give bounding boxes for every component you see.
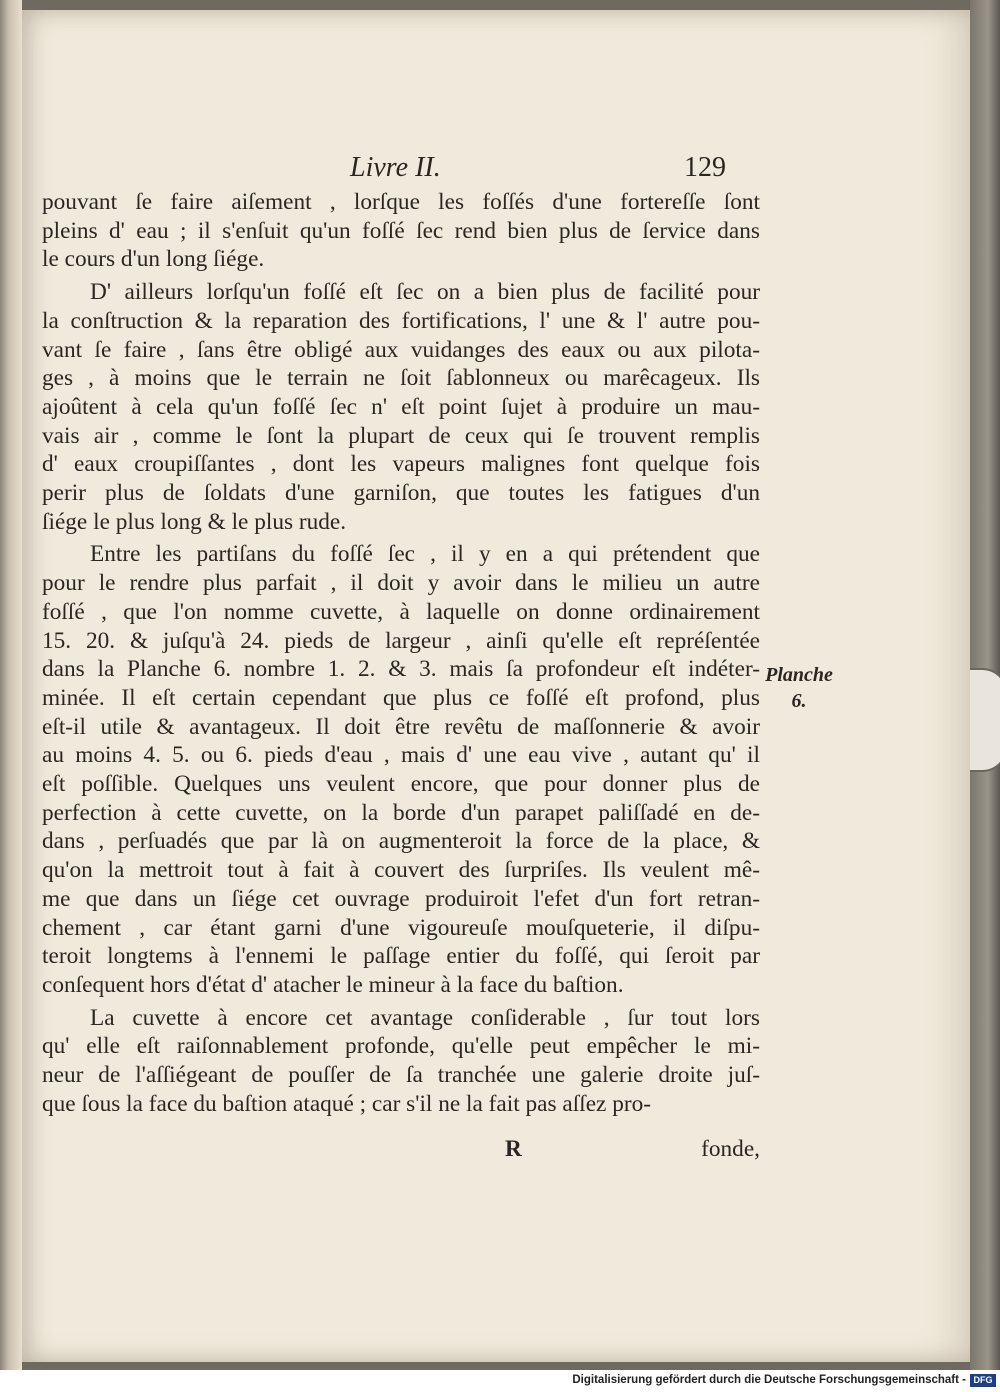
digitization-footer <box>0 1370 1000 1392</box>
text-line: perir plus de ſoldats d'une garniſon, que toutes les fatigues d'un <box>42 480 760 507</box>
text-line: chement , car étant garni d'une vigoureuſe mouſqueterie, il diſpu- <box>42 914 760 941</box>
margin-note-number: 6. <box>791 690 807 712</box>
paragraph <box>42 1004 760 1119</box>
body-text <box>42 188 760 1119</box>
text-line: me que dans un ſiége cet ouvrage produiroit l'efet d'un fort retran- <box>42 885 760 912</box>
text-line: perfection à cette cuvette, on la borde d'un parapet paliſſadé en de- <box>42 799 760 826</box>
signature-mark: R <box>505 1136 522 1162</box>
text-line: teroit longtems à l'ennemi le paſſage entier du foſſé, qui ſeroit par <box>42 943 760 970</box>
text-line: d' eaux croupiſſantes , dont les vapeurs malignes font quelque fois <box>42 451 760 478</box>
text-line: Entre les partiſans du foſſé ſec , il y en a qui prétendent que <box>90 541 760 568</box>
margin-note <box>764 662 834 714</box>
text-line: au moins 4. 5. ou 6. pieds d'eau , mais d' une eau vive , autant qu' il <box>42 742 760 769</box>
left-page-edge <box>0 0 22 1370</box>
margin-note-word: Planche <box>765 664 833 686</box>
text-line: que ſous la face du baſtion ataqué ; car s'il ne la fait pas aſſez pro- <box>42 1090 652 1117</box>
text-line: foſſé , que l'on nomme cuvette, à laquelle on donne ordinairement <box>42 598 760 625</box>
text-line: dans la Planche 6. nombre 1. 2. & 3. mais ſa profondeur eſt indéter- <box>42 656 760 683</box>
text-line: vais air , comme le ſont la plupart de ceux qui ſe trouvent remplis <box>42 422 760 449</box>
paragraph <box>42 188 760 274</box>
page-header <box>22 150 970 190</box>
catchword: fonde, <box>701 1136 760 1162</box>
funding-credit: Digitalisierung gefördert durch die Deutsche Forschungsgemeinschaft - <box>572 1374 966 1386</box>
text-line: dans , perſuadés que par là on augmenteroit la force de la place, & <box>42 828 760 855</box>
text-line: vant ſe faire , ſans être obligé aux vuidanges des eaux ou aux pilota- <box>42 336 760 363</box>
running-title: Livre II. <box>350 152 441 183</box>
paragraph <box>42 278 760 536</box>
text-line: La cuvette à encore cet avantage conſiderable , ſur tout lors <box>90 1004 760 1031</box>
page-foot <box>42 1134 760 1166</box>
dfg-logo: DFG <box>970 1374 996 1387</box>
text-line: ges , à moins que le terrain ne ſoit ſablonneux ou marêcageux. Ils <box>42 365 760 392</box>
text-line: eſt poſſible. Quelques uns veulent encore, que pour donner plus de <box>42 771 760 798</box>
book-page <box>22 10 970 1362</box>
text-line: le cours d'un long ſiége. <box>42 246 265 273</box>
text-line: ſiége le plus long & le plus rude. <box>42 508 347 535</box>
paragraph <box>42 540 760 999</box>
text-line: eſt-il utile & avantageux. Il doit être revêtu de maſſonnerie & avoir <box>42 713 760 740</box>
text-line: qu'on la mettroit tout à fait à couvert des ſurpriſes. Ils veulent mê- <box>42 857 760 884</box>
text-line: pour le rendre plus parfait , il doit y avoir dans le milieu un autre <box>42 570 760 597</box>
page-number: 129 <box>684 152 726 183</box>
text-line: minée. Il eſt certain cependant que plus ce foſſé eſt profond, plus <box>42 684 760 711</box>
text-line: conſequent hors d'état d' atacher le mineur à la face du baſtion. <box>42 971 624 998</box>
text-line: qu' elle eſt raiſonnablement profonde, qu'elle peut empêcher le mi- <box>42 1033 760 1060</box>
text-line: ajoûtent à cela qu'un foſſé ſec n' eſt point ſujet à produire un mau- <box>42 393 760 420</box>
text-line: 15. 20. & juſqu'à 24. pieds de largeur , ainſi qu'elle eſt repréſentée <box>42 627 760 654</box>
text-line: pleins d' eau ; il s'enſuit qu'un foſſé ſec rend bien plus de ſervice dans <box>42 217 760 244</box>
text-line: D' ailleurs lorſqu'un foſſé eſt ſec on a bien plus de facilité pour <box>90 279 760 306</box>
text-line: la conſtruction & la reparation des fortifications, l' une & l' autre pou- <box>42 307 760 334</box>
text-line: pouvant ſe faire aiſement , lorſque les foſſés d'une fortereſſe ſont <box>42 189 760 215</box>
text-line: neur de l'aſſiégeant de pouſſer de ſa tranchée une galerie droite juſ- <box>42 1062 760 1089</box>
